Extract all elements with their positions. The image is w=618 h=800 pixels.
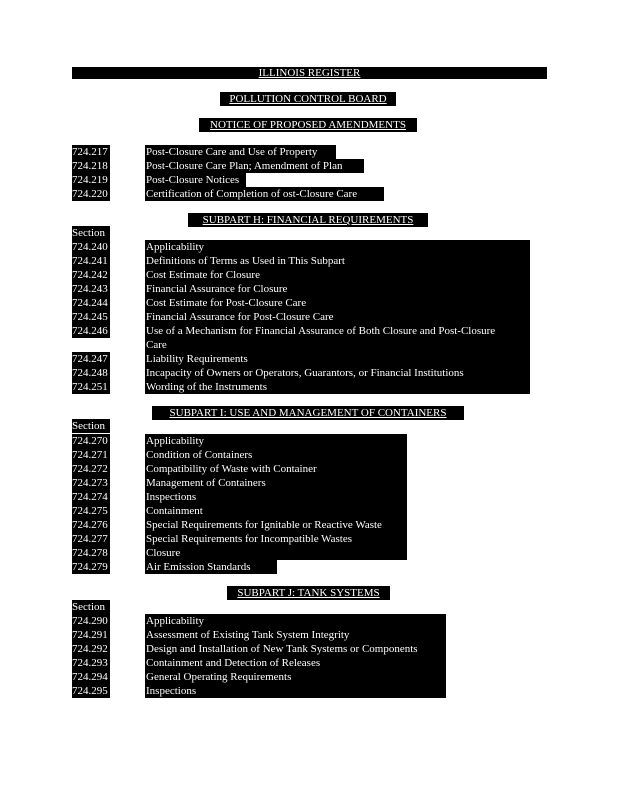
section-description: Cost Estimate for Post-Closure Care <box>145 296 530 310</box>
section-number: 724.240 <box>72 240 110 254</box>
section-number: 724.218 <box>72 159 110 173</box>
section-number: 724.293 <box>72 656 110 670</box>
notice-title: NOTICE OF PROPOSED AMENDMENTS <box>199 118 417 132</box>
section-description: Condition of Containers <box>145 448 407 462</box>
section-number: 724.274 <box>72 490 110 504</box>
section-description: Compatibility of Waste with Container <box>145 462 407 476</box>
section-number: 724.292 <box>72 642 110 656</box>
section-description: Post-Closure Care and Use of Property <box>145 145 336 159</box>
section-number: 724.247 <box>72 352 110 366</box>
section-number: 724.241 <box>72 254 110 268</box>
section-label: Section <box>72 226 110 240</box>
section-description: Liability Requirements <box>145 352 530 366</box>
section-description: Post-Closure Care Plan; Amendment of Plan <box>145 159 364 173</box>
section-number: 724.271 <box>72 448 110 462</box>
section-description: Special Requirements for Incompatible Wastes <box>145 532 407 546</box>
section-description: General Operating Requirements <box>145 670 446 684</box>
register-header <box>72 67 547 79</box>
section-description: Cost Estimate for Closure <box>145 268 530 282</box>
section-number: 724.246 <box>72 324 110 338</box>
section-number: 724.219 <box>72 173 110 187</box>
section-description: Containment and Detection of Releases <box>145 656 446 670</box>
section-number: 724.279 <box>72 560 110 574</box>
section-number: 724.251 <box>72 380 110 394</box>
section-number: 724.245 <box>72 310 110 324</box>
section-description: Applicability <box>145 614 446 628</box>
section-number: 724.217 <box>72 145 110 159</box>
section-description: Financial Assurance for Closure <box>145 282 530 296</box>
subpart-j-title: SUBPART J: TANK SYSTEMS <box>227 586 390 600</box>
section-description: Management of Containers <box>145 476 407 490</box>
section-number: 724.278 <box>72 546 110 560</box>
section-number: 724.244 <box>72 296 110 310</box>
section-description: Special Requirements for Ignitable or Reactive Waste <box>145 518 407 532</box>
section-description: Use of a Mechanism for Financial Assurance of Both Closure and Post-Closure <box>145 324 530 338</box>
section-number: 724.242 <box>72 268 110 282</box>
section-number: 724.273 <box>72 476 110 490</box>
section-description: Air Emission Standards <box>145 560 277 574</box>
section-description: Closure <box>145 546 407 560</box>
section-number: 724.270 <box>72 434 110 448</box>
section-description: Definitions of Terms as Used in This Subpart <box>145 254 530 268</box>
register-title: ILLINOIS REGISTER <box>258 67 361 79</box>
section-description: Applicability <box>145 240 530 254</box>
section-number: 724.275 <box>72 504 110 518</box>
section-description: Inspections <box>145 684 446 698</box>
section-label: Section <box>72 419 110 433</box>
section-number: 724.272 <box>72 462 110 476</box>
board-title: POLLUTION CONTROL BOARD <box>220 92 396 106</box>
section-label: Section <box>72 600 110 614</box>
subpart-h-title: SUBPART H: FINANCIAL REQUIREMENTS <box>188 213 428 227</box>
section-number: 724.243 <box>72 282 110 296</box>
section-number: 724.276 <box>72 518 110 532</box>
section-number: 724.248 <box>72 366 110 380</box>
section-description: Financial Assurance for Post-Closure Care <box>145 310 530 324</box>
section-description: Inspections <box>145 490 407 504</box>
section-description: Incapacity of Owners or Operators, Guarantors, or Financial Institutions <box>145 366 530 380</box>
section-number: 724.277 <box>72 532 110 546</box>
section-description: Containment <box>145 504 407 518</box>
subpart-i-title: SUBPART I: USE AND MANAGEMENT OF CONTAINERS <box>152 406 464 420</box>
section-number: 724.291 <box>72 628 110 642</box>
section-number: 724.295 <box>72 684 110 698</box>
section-number: 724.220 <box>72 187 110 201</box>
section-number: 724.290 <box>72 614 110 628</box>
section-number: 724.294 <box>72 670 110 684</box>
section-description: Design and Installation of New Tank Systems or Components <box>145 642 446 656</box>
section-description-continued: Care <box>145 338 530 352</box>
section-description: Assessment of Existing Tank System Integrity <box>145 628 446 642</box>
section-description: Wording of the Instruments <box>145 380 530 394</box>
section-description: Post-Closure Notices <box>145 173 246 187</box>
section-description: Certification of Completion of ost-Closure Care <box>145 187 384 201</box>
section-description: Applicability <box>145 434 407 448</box>
